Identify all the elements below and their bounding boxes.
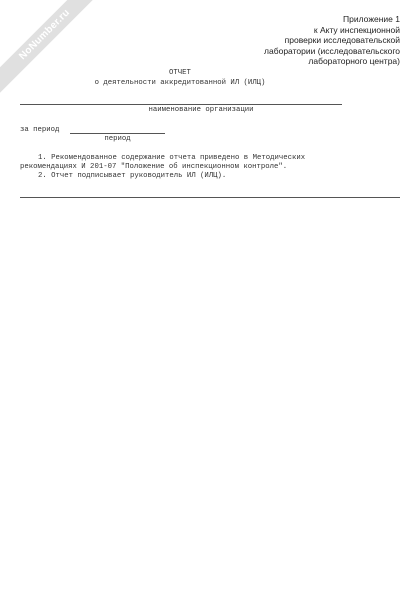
organization-name-line: [20, 104, 342, 105]
watermark-logo: NoNumber.ru: [0, 0, 104, 94]
period-line: [70, 133, 165, 134]
organization-name-caption: наименование организации: [148, 106, 254, 114]
period-caption: период: [104, 135, 131, 143]
report-subtitle: о деятельности аккредитованной ИЛ (ИЛЦ): [94, 79, 266, 87]
appendix-header: [200, 14, 400, 67]
bottom-divider: [20, 197, 400, 198]
note-1-line-1: 1. Рекомендованное содержание отчета приведено в Методических: [38, 154, 306, 162]
appendix-line: к Акту инспекционной: [313, 24, 400, 35]
appendix-line: лабораторного центра): [308, 56, 400, 66]
note-2: 2. Отчет подписывает руководитель ИЛ (ИЛЦ).: [38, 172, 227, 180]
appendix-line: Приложение 1: [343, 14, 400, 24]
appendix-line: проверки исследовательской: [284, 35, 400, 45]
note-1-line-2: рекомендациях И 201-07 "Положение об инспекционном контроле".: [20, 163, 288, 171]
report-title: ОТЧЕТ: [169, 69, 191, 77]
appendix-line: лаборатории (исследовательского: [264, 45, 400, 56]
period-label: за период: [20, 126, 60, 134]
